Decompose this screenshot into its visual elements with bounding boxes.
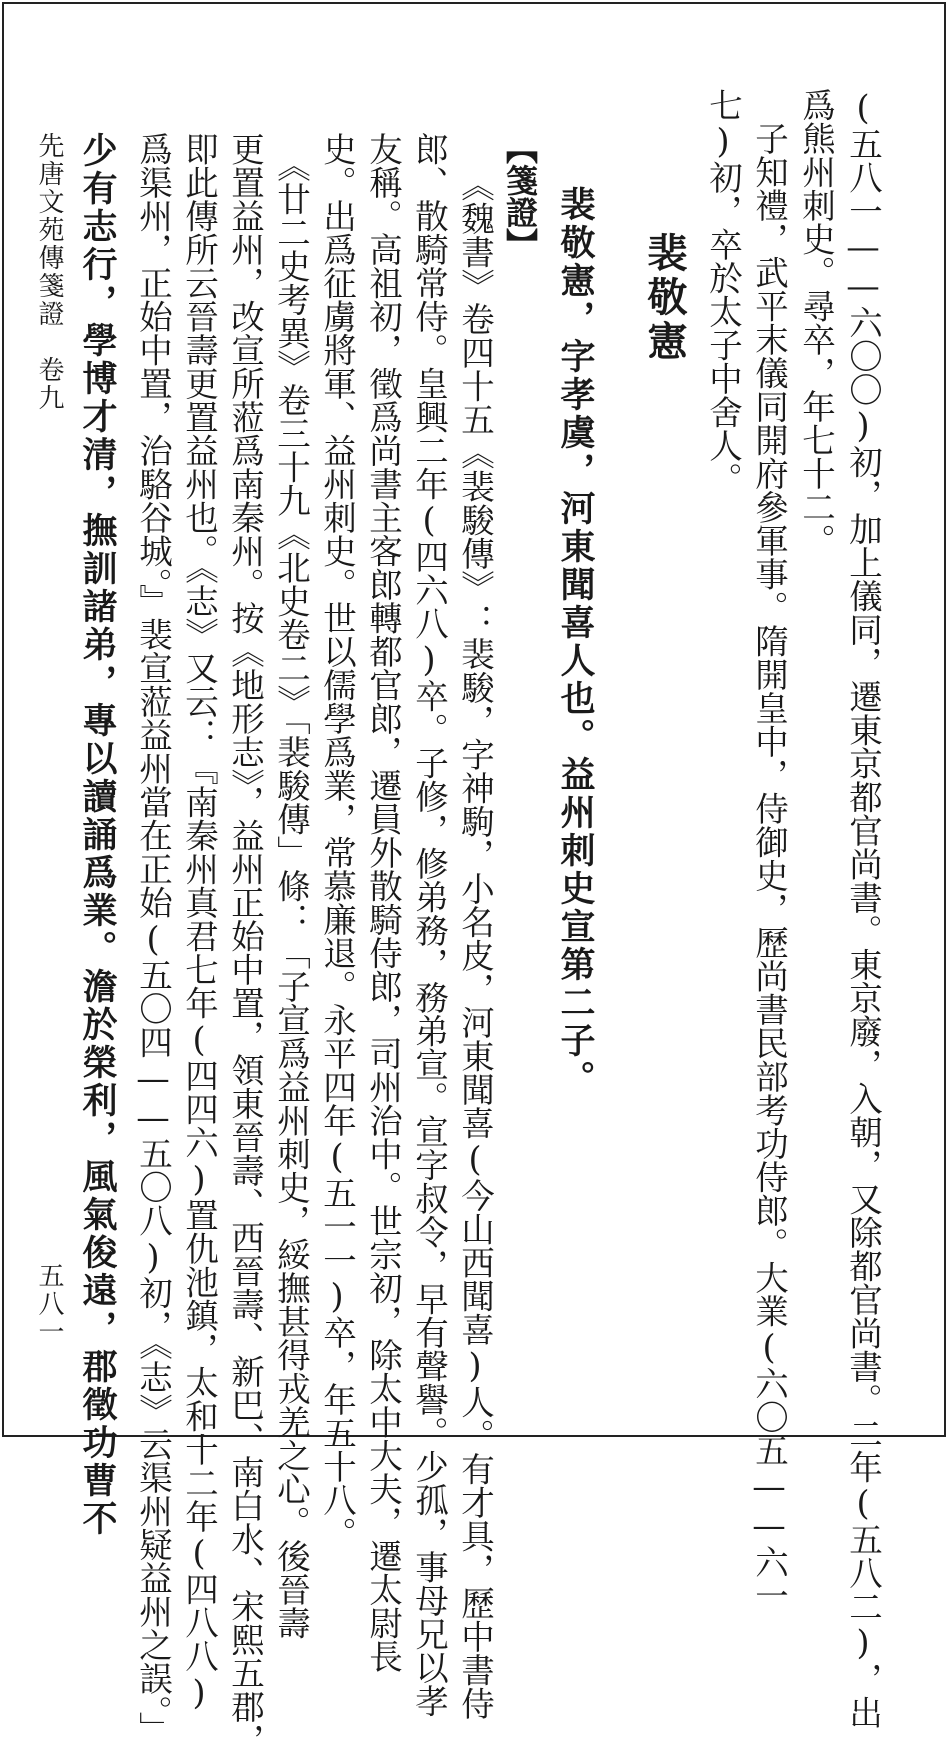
entry-title: 裴敬憲	[641, 232, 688, 364]
commentary-line-3: 友稱。高祖初，徵爲尚書主客郎轉都官郎，遷員外散騎侍郎，司州治中。世宗初，除太中大夫，遷太尉長	[363, 132, 403, 1673]
commentary-line-1: 《魏書》卷四十五《裴駿傳》：裴駿，字神駒，小名皮，河東聞喜(今山西聞喜)人。有才具，歷中書侍	[455, 168, 495, 1720]
main-text-line-2: 少有志行，學博才清，撫訓諸弟，專以讀誦爲業。澹於榮利，風氣俊遠，郡徵功曹不	[77, 132, 118, 1538]
commentary-label: 【箋證】	[501, 132, 539, 260]
continuation-line-1: (五八一——六〇〇)初，加上儀同，遷東京都官尚書。東京廢，入朝，又除都官尚書。二年(五八二)，出	[843, 88, 883, 1729]
page-number: 五八一	[34, 1262, 64, 1346]
entry-main-text: 裴敬憲，字孝虞，河東聞喜人也。益州刺史宣第二子。	[555, 186, 596, 1098]
running-head: 先唐文苑傳箋證 卷九	[34, 132, 64, 412]
continuation-line-2: 爲熊州刺史。尋卒，年七十二。	[796, 88, 836, 557]
commentary-line-7: 即此傳所云晉壽更置益州也。《志》又云：『南秦州真君七年(四四六)置仇池鎮，太和十二年(四八八)	[179, 132, 219, 1712]
commentary-line-8: 爲渠州，正始中置，治駱谷城。』裴宣蒞益州當在正始(五〇四——五〇八)初，《志》云渠州疑益州之誤。」	[133, 132, 173, 1746]
continuation-line-3: 子知禮，武平末儀同開府參軍事。隋開皇中，侍御史，歷尚書民部考功侍郎。大業(六〇五——六一	[749, 88, 789, 1612]
commentary-line-2: 郎、散騎常侍。皇興二年(四六八)卒。子修，修弟務，務弟宣。宣字叔令，早有聲譽。少孤，事母兄以孝	[409, 132, 449, 1718]
commentary-line-4: 史。出爲征虜將軍、益州刺史。世以儒學爲業，常慕廉退。永平四年(五一一)卒，年五十八。	[317, 132, 357, 1550]
commentary-line-6: 更置益州，改宣所蒞爲南秦州。按《地形志》，益州正始中置，領東晉壽、西晉壽、新巴、南白水、宋熙五郡，	[225, 132, 265, 1757]
commentary-line-5: 《廿二史考異》卷三十九《北史卷二》「裴駿傳」條：「子宣爲益州刺史，綏撫甚得戎羌之心。後晉壽	[271, 132, 311, 1640]
continuation-line-4: 七)初，卒於太子中舍人。	[703, 88, 743, 496]
